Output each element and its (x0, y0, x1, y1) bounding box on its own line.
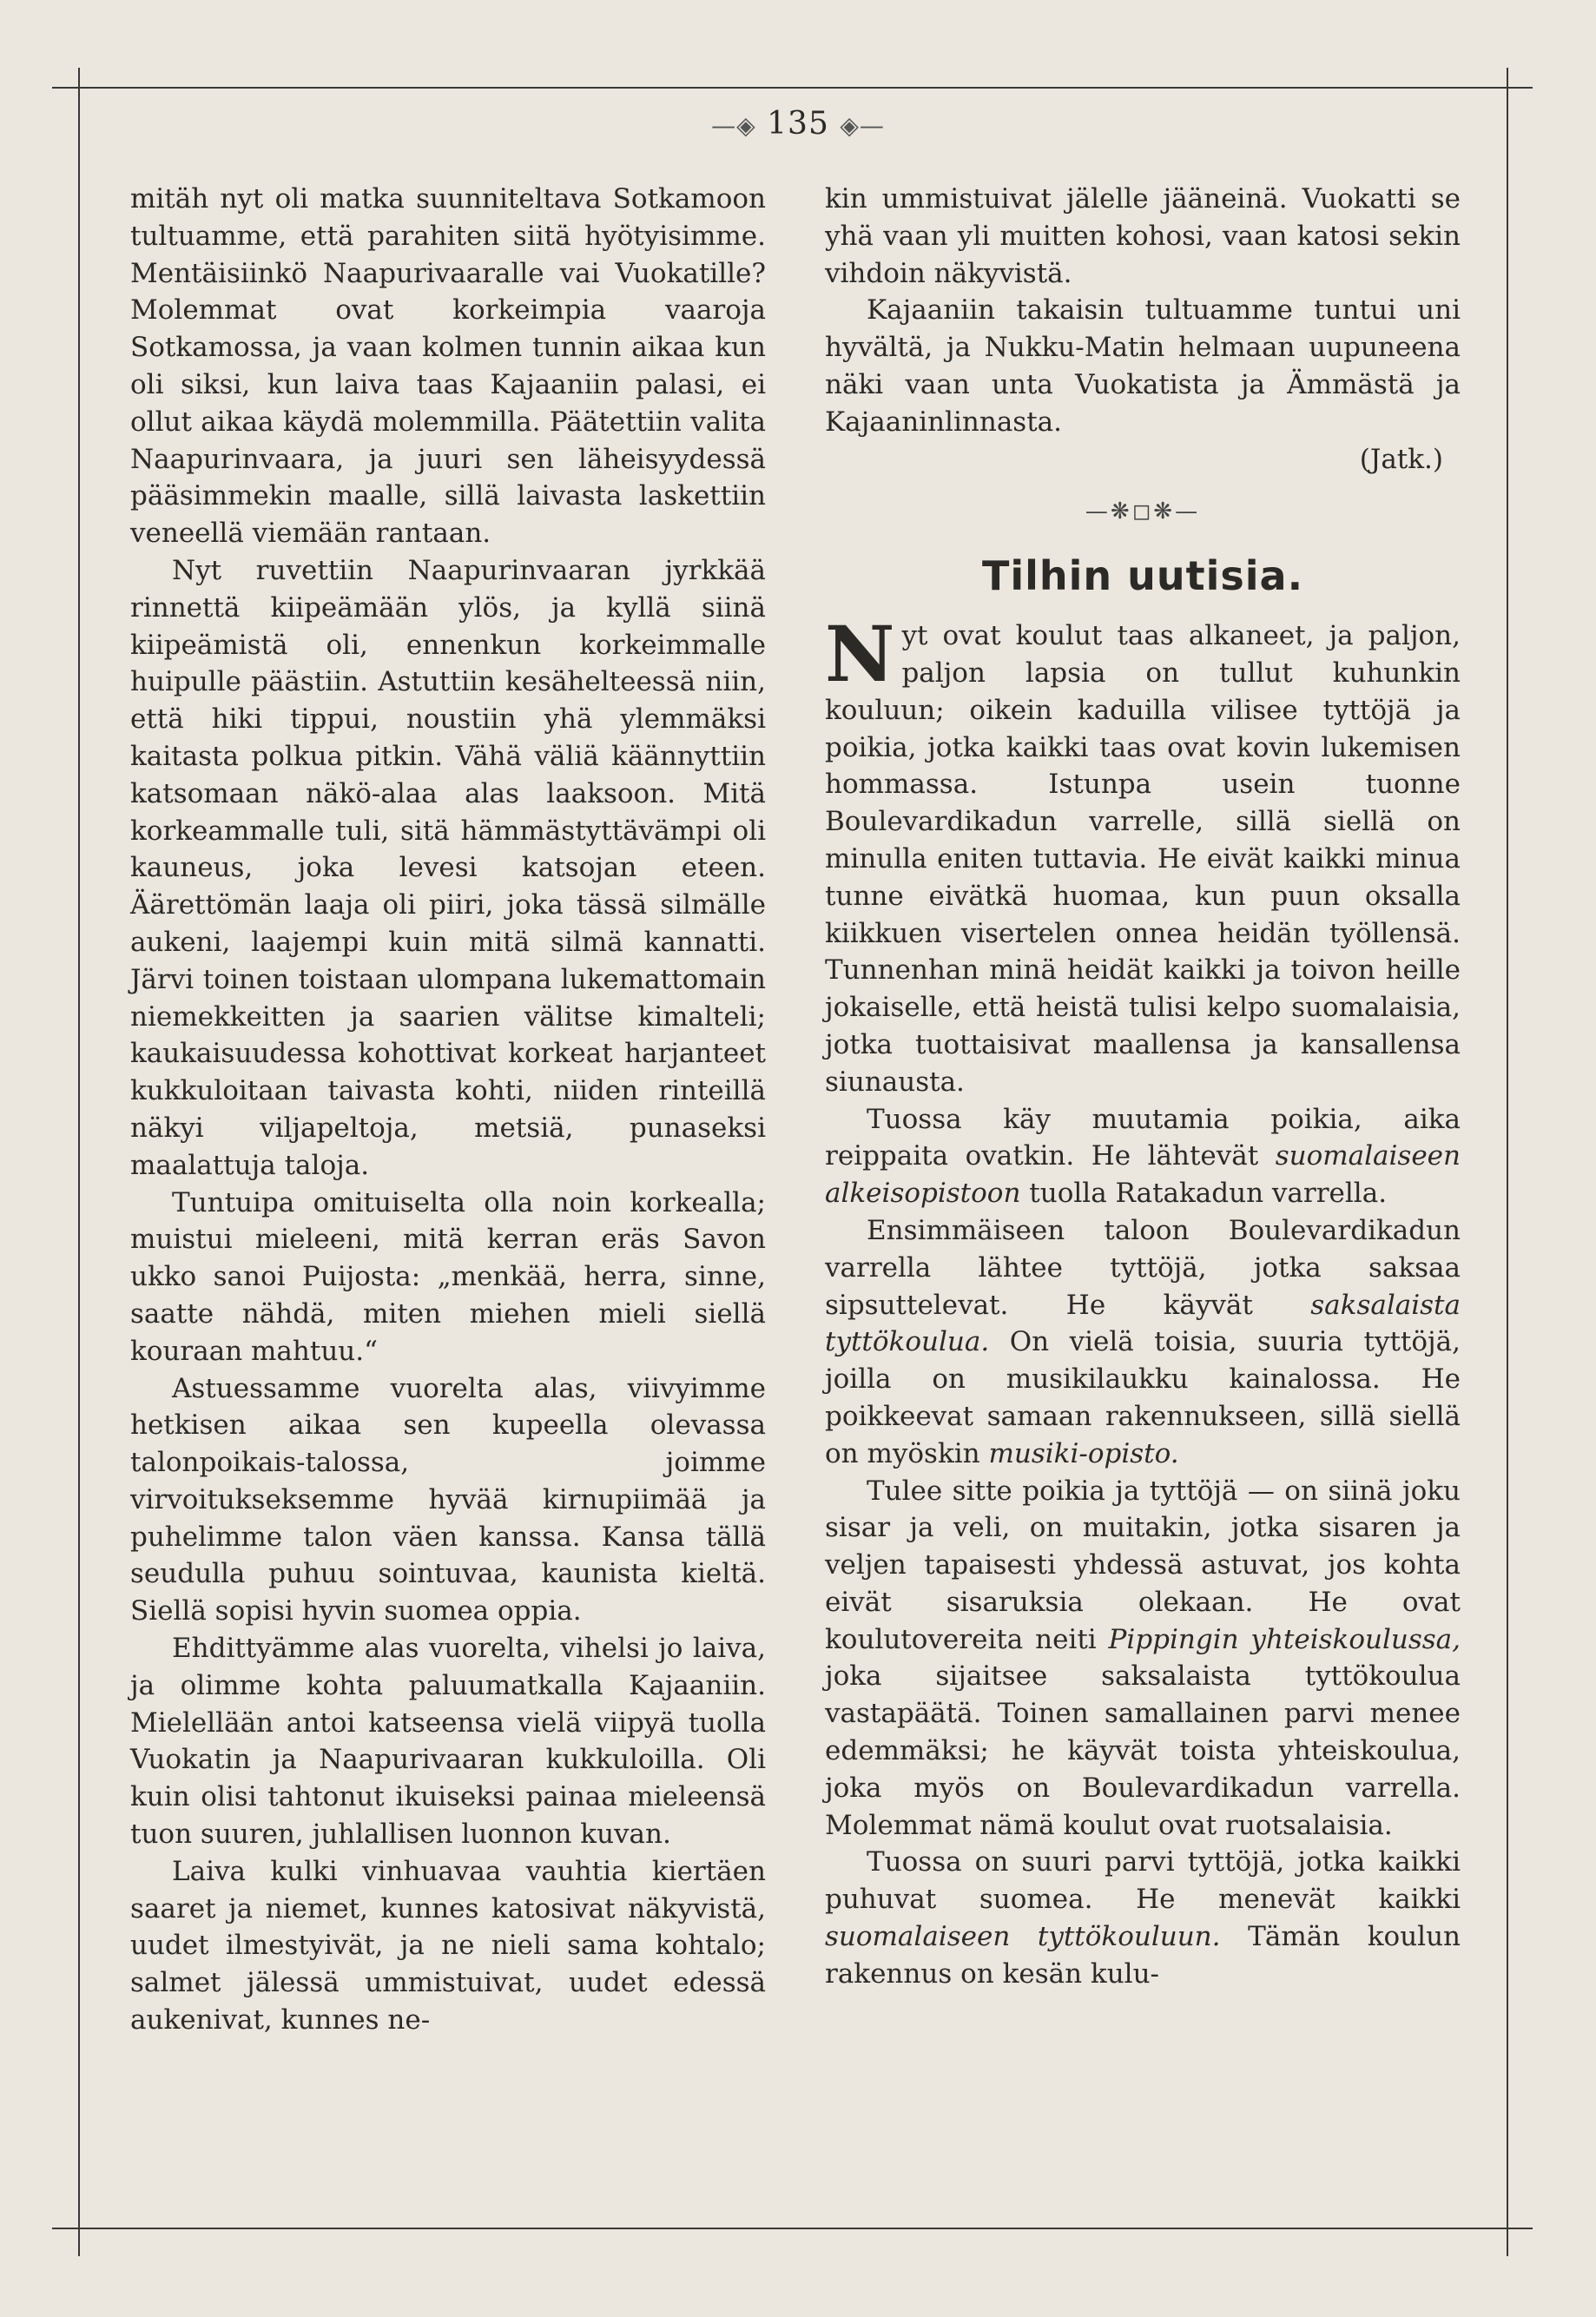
text-run: Tämän koulun rakennus on kesän kulu- (825, 1921, 1461, 1990)
text-run: Tuossa on suuri parvi tyttöjä, jotka kaikki puhuvat suomea. He menevät kaikki (825, 1846, 1461, 1916)
paragraph: Tuntuipa omituiselta olla noin korkealla; muistui mieleeni, mitä kerran eräs Savon ukko sanoi Puijosta: „menkää, herra, sinne, saatte nähdä, miten miehen mieli siellä kouraan mahtuu.“ (130, 1186, 766, 1367)
page-header (0, 106, 1596, 142)
text-run: Ensimmäiseen taloon Boulevardikadun varrella lähtee tyttöjä, jotka saksaa sipsuttelevat. He käyvät (825, 1214, 1461, 1321)
paragraph-text: yt ovat koulut taas alkaneet, ja paljon, paljon lapsia on tullut kuhunkin kouluun; oikein kaduilla vilisee tyttöjä ja poikia, jotka kaikki taas ovat kovin lukemisen hommassa. Istunpa usein tuonne Boulevardikadun varrelle, sillä siellä on minulla eniten tuttavia. He eivät kaikki minua tunne eivätkä huomaa, kun puun oksalla kiikkuen visertelen onnea heidän työllensä. Tunnenhan minä heidät kaikki ja toivon heille jokaiselle, että heistä tulisi kelpo suomalaisia, jotka tuottaisivat maallensa ja kansallensa siunausta. (825, 620, 1461, 1098)
section-ornament: —❋◻❋— (1085, 498, 1201, 525)
bottom-rule (52, 2228, 1533, 2229)
text-run: Tulee sitte poikia ja tyttöjä — on siinä joku sisar ja veli, on muitakin, jotka sisaren ja veljen tapaisesti yhdessä astuvat, jos kohta eivät sisaruksia olekaan. He ovat koulutovereita neiti (825, 1475, 1461, 1655)
text-run: On vielä toisia, suuria tyttöjä, joilla on musikilaukku kainalossa. He poikkeevat samaan rakennukseen, sillä siellä on myöskin (825, 1326, 1461, 1469)
drop-cap: N (825, 609, 895, 700)
paragraph: Kajaaniin takaisin tultuamme tuntui uni hyvältä, ja Nukku-Matin helmaan uupuneena näki vaan unta Vuokatista ja Ämmästä ja Kajaaninlinnasta. (825, 294, 1461, 438)
left-rule (78, 68, 80, 2256)
paragraph: Ehdittyämme alas vuorelta, vihelsi jo laiva, ja olimme kohta paluumatkalla Kajaaniin. Mielellään antoi katseensa vielä viipyä tuolla Vuokatin ja Naapurivaaran kukkuloilla. Oli kuin olisi tahtonut ikuiseksi painaa mieleensä tuon suuren, juhlallisen luonnon kuvan. (130, 1633, 766, 1851)
paragraph: mitäh nyt oli matka suunniteltava Sotkamoon tultuamme, että parahiten siitä hyötyisimme. Mentäisiinkö Naapurivaaralle vai Vuokatille? Molemmat ovat korkeimpia vaaroja Sotkamossa, ja vaan kolmen tunnin aikaa kun oli siksi, kun laiva taas Kajaaniin palasi, ei ollut aikaa käydä molemmilla. Päätettiin valita Naapurinvaara, ja juuri sen läheisyydessä pääsimmekin maalle, sillä laivasta laskettiin veneellä viemään rantaan. (130, 183, 766, 550)
text-run: joka sijaitsee saksalaista tyttökoulua vastapäätä. Toinen samallainen parvi menee edemmäksi; he käyvät toista yhteiskoulua, joka myös on Boulevardikadun varrella. Molemmat nämä koulut ovat ruotsalaisia. (825, 1660, 1461, 1841)
section-heading: Tilhin uutisia. (981, 552, 1304, 600)
emphasis: suomalaiseen tyttökouluun. (825, 1921, 1221, 1953)
paragraph: Astuessamme vuorelta alas, viivyimme hetkisen aikaa sen kupeella olevassa talonpoikais-talossa, joimme virvoitukseksemme hyvää kirnupiimää ja puhelimme talon väen kanssa. Kansa tällä seudulla puhuu sointuvaa, kaunista kieltä. Siellä sopisi hyvin suomea oppia. (130, 1372, 766, 1627)
continuation-note: (Jatk.) (1359, 443, 1443, 475)
header-ornament-right: ◈— (840, 111, 885, 140)
emphasis: Pippingin yhteiskoulussa, (1108, 1623, 1461, 1655)
emphasis: suomalaiseen alkeisopistoon (825, 1140, 1461, 1210)
header-ornament-left: —◈ (711, 111, 756, 140)
paragraph: kin ummistuivat jälelle jääneinä. Vuokatti se yhä vaan yli muitten kohosi, vaan katosi sekin vihdoin näkyvistä. (825, 183, 1461, 289)
right-rule (1507, 68, 1508, 2256)
page-number: 135 (767, 106, 829, 142)
emphasis: saksalaista tyttökoulua. (825, 1289, 1461, 1358)
left-column (130, 181, 766, 2039)
top-rule (52, 87, 1533, 89)
paragraph (825, 609, 1461, 1100)
paragraph: Laiva kulki vinhuavaa vauhtia kiertäen saaret ja niemet, kunnes katosivat näkyvistä, uudet ilmestyivät, ja ne nieli sama kohtalo; salmet jälessä ummistuivat, uudet edessä aukenivat, kunnes ne- (130, 1855, 766, 2036)
text-run: tuolla Ratakadun varrella. (1020, 1178, 1388, 1210)
paragraph (825, 1844, 1461, 1992)
right-column (825, 181, 1461, 1993)
paragraph: Nyt ruvettiin Naapurinvaaran jyrkkää rinnettä kiipeämään ylös, ja kyllä siinä kiipeämistä oli, ennenkun korkeimmalle huipulle päästiin. Astuttiin kesähelteessä niin, että hiki tippui, noustiin yhä ylemmäksi kaitasta polkua pitkin. Vähä väliä käännyttiin katsomaan näkö-alaa alas laaksoon. Mitä korkeammalle tuli, sitä hämmästyttävämpi oli kauneus, joka levesi katsojan eteen. Äärettömän laaja oli piiri, joka tässä silmälle aukeni, laajempi kuin mitä silmä kannatti. Järvi toinen toistaan ulompana lukemattomain niemekkeitten ja saarien välitse kimalteli; kaukaisuudessa kohottivat korkeat harjanteet kukkuloitaan taivasta kohti, niiden rinteillä näkyi viljapeltoja, metsiä, punaseksi maalattuja taloja. (130, 554, 766, 1181)
emphasis: musiki-opisto. (988, 1437, 1179, 1469)
paragraph (825, 1101, 1461, 1212)
paragraph (825, 1473, 1461, 1845)
text-run: Tuossa käy muutamia poikia, aika reippaita ovatkin. He lähtevät (825, 1103, 1461, 1172)
paragraph (825, 1212, 1461, 1473)
